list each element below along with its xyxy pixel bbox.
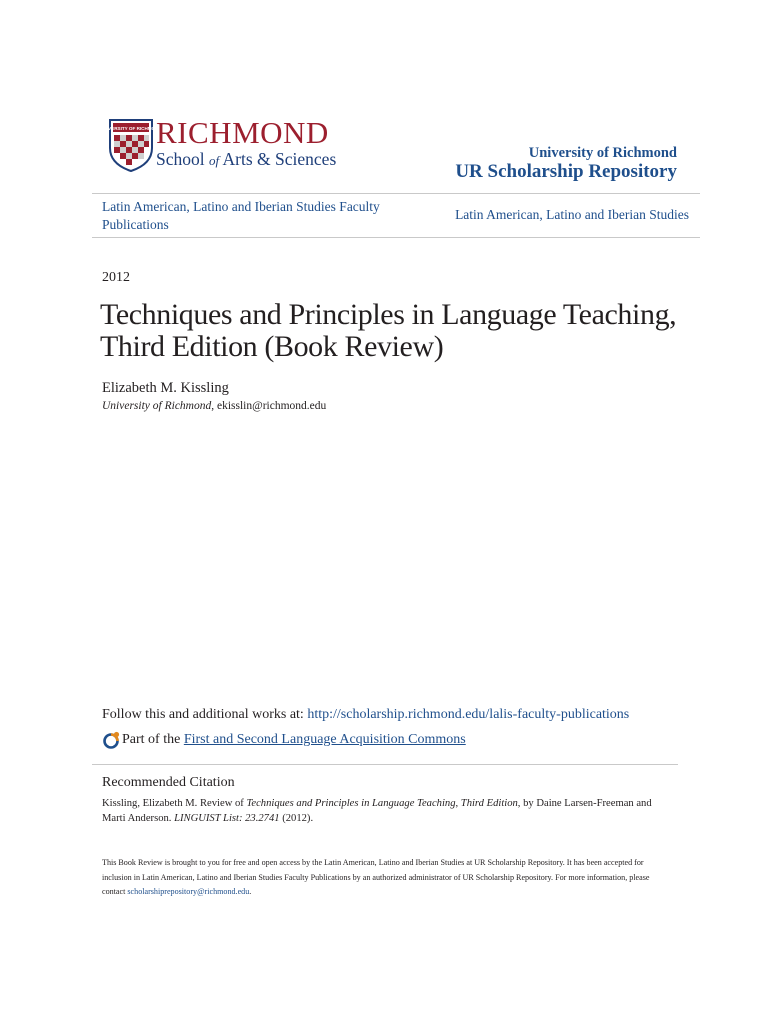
university-shield-logo-icon	[100, 118, 162, 172]
article-title: Techniques and Principles in Language Teaching, Third Edition (Book Review)	[100, 298, 677, 363]
part-of-line	[102, 731, 466, 749]
follow-url-link[interactable]: http://scholarship.richmond.edu/lalis-faculty-publications	[307, 707, 630, 722]
header-rule-bottom	[92, 237, 700, 238]
citation-rule	[92, 764, 678, 765]
author-affiliation	[102, 400, 326, 412]
repository-name[interactable]: UR Scholarship Repository	[455, 161, 677, 182]
shield-text: UNIVERSITY OF RICHMOND	[100, 126, 162, 131]
part-of-label: Part of the	[122, 732, 181, 747]
follow-label: Follow this and additional works at:	[102, 707, 308, 722]
author-name: Elizabeth M. Kissling	[102, 380, 229, 396]
university-name[interactable]: University of Richmond	[528, 145, 677, 161]
department-link[interactable]: Latin American, Latino and Iberian Studies	[455, 207, 689, 222]
access-notice: This Book Review is brought to you for free and open access by the Latin American, Latino and Iberian Studies at UR Scholarship Repository. It has been accepted for inclusion in Latin American, Latino and Iberian Studies Faculty Publications by an authorized administrator of UR Scholarship Repository. For more information, please contact scholarshiprepository@richmond.edu.	[102, 858, 650, 896]
commons-link[interactable]: First and Second Language Acquisition Commons	[183, 732, 466, 747]
citation-heading: Recommended Citation	[102, 775, 235, 790]
affiliation-name: University of Richmond	[102, 400, 212, 412]
bepress-commons-icon	[102, 731, 120, 749]
publication-year: 2012	[102, 270, 130, 285]
logo-wordmark: RICHMOND	[156, 115, 329, 150]
header-rule-top	[92, 193, 700, 194]
author-email: , ekisslin@richmond.edu	[211, 400, 327, 412]
contact-email-link[interactable]: scholarshiprepository@richmond.edu	[127, 887, 250, 896]
collection-link[interactable]: Latin American, Latino and Iberian Studies Faculty Publications	[102, 199, 380, 232]
follow-line	[102, 707, 629, 723]
richmond-logo[interactable]	[100, 115, 354, 174]
logo-school-name: School of Arts & Sciences	[156, 149, 337, 169]
citation-text: Kissling, Elizabeth M. Review of Techniques and Principles in Language Teaching, Third Edition, by Daine Larsen-Freeman and Marti Anderson. LINGUIST List: 23.2741 (2012).	[102, 798, 652, 824]
